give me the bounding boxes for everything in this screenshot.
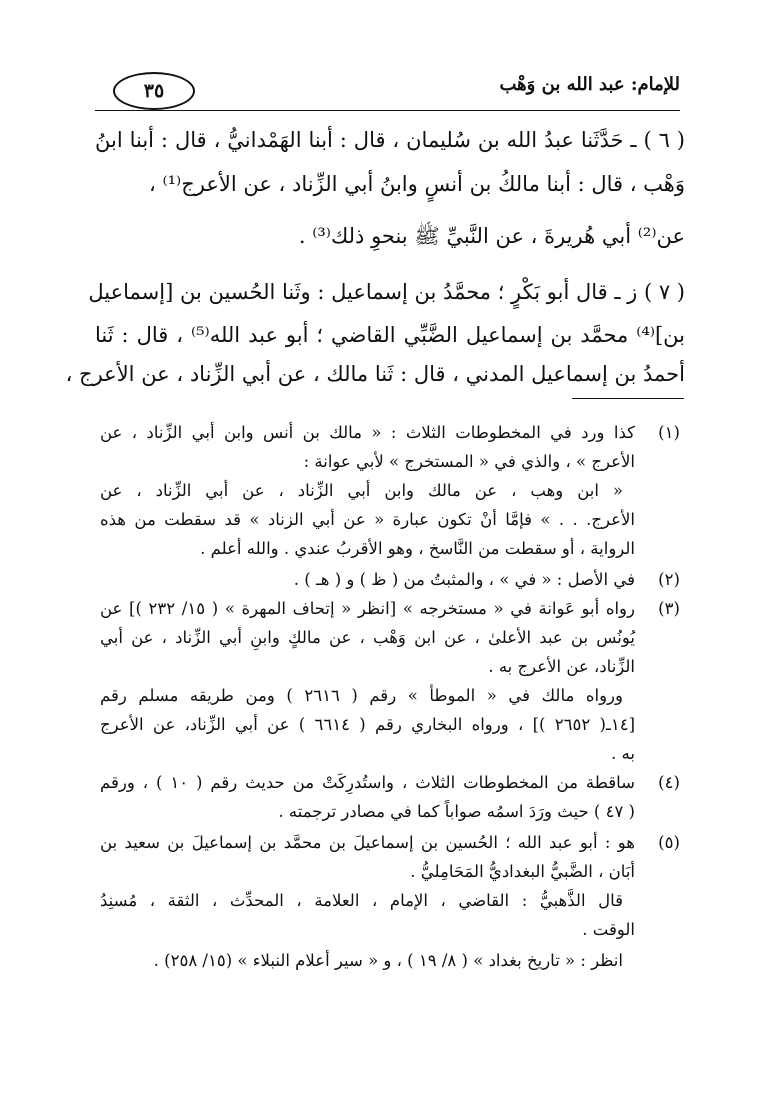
footnote-line: كذا ورد في المخطوطات الثلاث : « مالك بن أنس وابن أبي الزِّناد ، عن (100, 423, 635, 442)
main-text-line: وَهْب ، قال : أبنا مالكُ بن أنسٍ وابنُ أبي الزِّناد ، عن الأعرج⁽¹⁾ ، (149, 172, 685, 196)
footnote-line: الأعرج. . . » فإمَّا أنْ تكون عبارة « عن أبي الزناد » قد سقطت من هذه (100, 510, 635, 529)
main-text-line: عن⁽²⁾ أبي هُريرةَ ، عن النَّبيِّ ﷺ بنحوِ ذلك⁽³⁾ . (298, 224, 685, 248)
footnote-number: (٢) (658, 570, 680, 589)
footnote-line: الرواية ، أو سقطت من النَّاسخ ، وهو الأقربُ عندي . والله أعلم . (200, 539, 635, 558)
footnote-line: قال الذَّهبيُّ : القاضي ، الإمام ، العلامة ، المحدِّث ، الثقة ، مُسنِدُ (100, 891, 623, 910)
footnote-number: (٥) (658, 833, 680, 852)
footnote-separator (572, 398, 684, 399)
footnote-line: الوقت . (582, 920, 635, 939)
footnote-line: [١٤ـ( ٢٦٥٢ )] ، ورواه البخاري رقم ( ٦٦١٤ ) عن أبي الزِّناد، عن الأعرج (100, 715, 635, 734)
footnote-number: (٣) (658, 599, 680, 618)
footnote-line: يُونُس بن عبد الأعلىٰ ، عن ابن وَهْب ، عن مالكٍ وابنِ أبي الزِّناد ، عن أبي (100, 628, 635, 647)
footnote-line: في الأصل : « في » ، والمثبتُ من ( ظ ) و ( هـ ) . (293, 570, 635, 589)
footnote-line: الزِّناد، عن الأعرج به . (488, 657, 635, 676)
main-text-line: ( ٦ ) ـ حَدَّثَنا عبدُ الله بن سُليمان ، قال : أبنا الهَمْدانيُّ ، قال : أبنا ابنُ (95, 128, 685, 152)
footnote-line: رواه أبو عَوانة في « مستخرجه » [انظر « إتحاف المهرة » ( ١٥/ ٢٣٢ )] عن (100, 599, 635, 618)
footnote-line: ورواه مالك في « الموطأ » رقم ( ٢٦١٦ ) ومن طريقه مسلم رقم (100, 686, 623, 705)
footnote-line: الأعرج » ، والذي في « المستخرج » لأبي عوانة : (303, 452, 635, 471)
running-head: للإمام: عبد الله بن وَهْب (499, 74, 680, 95)
footnote-line: « ابن وهب ، عن مالك وابن أبي الزِّناد ، عن أبي الزِّناد ، عن (100, 481, 623, 500)
header-rule (95, 110, 680, 111)
main-text-line: أحمدُ بن إسماعيل المدني ، قال : ثَنا مالك ، عن أبي الزِّناد ، عن الأعرج ، (65, 362, 685, 386)
footnote-line: أبَان ، الضَّبيُّ البغداديُّ المَحَامِليُّ . (410, 862, 635, 881)
main-text-line: ( ٧ ) ز ـ قال أبو بَكْرٍ ؛ محمَّدُ بن إسماعيل : وثَنا الحُسين بن [إسماعيل (88, 280, 685, 304)
page-header (95, 72, 680, 112)
page-number-badge: ٣٥ (113, 72, 195, 110)
footnote-number: (٤) (658, 773, 680, 792)
footnote-number: (١) (658, 423, 680, 442)
footnote-line: انظر : « تاريخ بغداد » ( ٨/ ١٩ ) ، و « سير أعلام النبلاء » (١٥/ ٢٥٨) . (153, 951, 623, 970)
main-text-line: بن]⁽⁴⁾ محمَّد بن إسماعيل الضَّبِّي القاضي ؛ أبو عبد الله⁽⁵⁾ ، قال : ثَنا (95, 323, 685, 347)
footnote-line: ( ٤٧ ) حيث ورَدَ اسمُه صواباً كما في مصادر ترجمته . (278, 802, 635, 821)
footnote-line: به . (611, 744, 635, 763)
footnote-line: هو : أبو عبد الله ؛ الحُسين بن إسماعيلَ بن محمَّد بن إسماعيلَ بن سعيد بن (100, 833, 635, 852)
footnote-line: ساقطة من المخطوطات الثلاث ، واستُدرِكَتْ من حديث رقم ( ١٠ ) ، ورقم (100, 773, 635, 792)
